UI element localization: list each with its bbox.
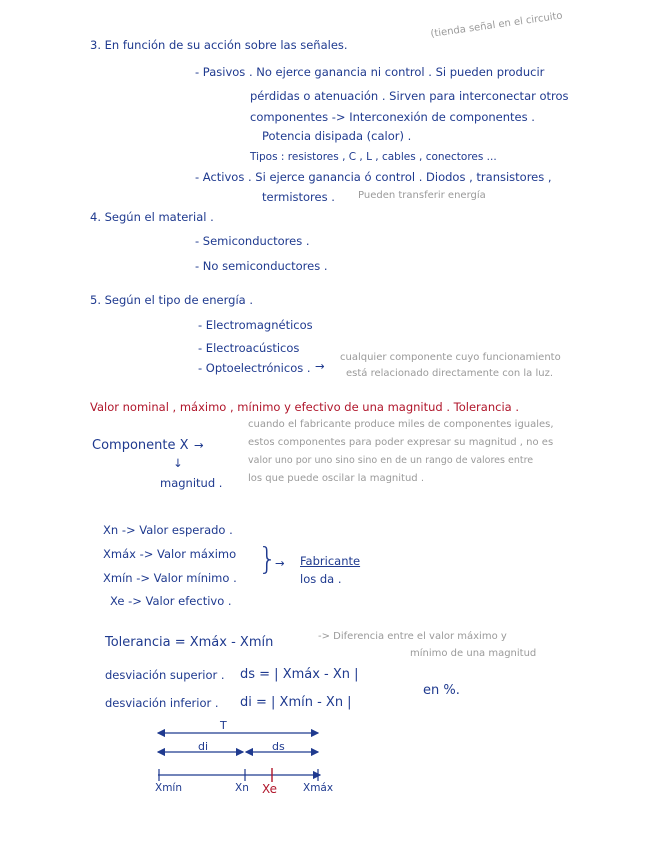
def-xn: Xn -> Valor esperado . — [103, 523, 233, 537]
fabricante-line2: los da . — [300, 572, 342, 586]
tolerancia-formula: Tolerancia = Xmáx - Xmín — [105, 635, 274, 650]
pasivos-line3: componentes -> Interconexión de componentes . — [250, 110, 535, 124]
section4-item1: - Semiconductores . — [195, 234, 310, 248]
pasivos-line4: Potencia disipada (calor) . — [262, 129, 412, 143]
item3-arrow: → — [315, 359, 325, 373]
def-xe: Xe -> Valor efectivo . — [110, 594, 232, 608]
label-xe: Xe — [262, 782, 278, 796]
section5-heading: 5. Según el tipo de energía . — [90, 293, 254, 307]
ds-formula: ds = | Xmáx - Xn | — [240, 667, 359, 682]
pasivos-line2: pérdidas o atenuación . Sirven para interconectar otros — [250, 89, 569, 103]
ds-label: desviación superior . — [105, 668, 225, 682]
section4-item2: - No semiconductores . — [195, 259, 328, 273]
label-xmax: Xmáx — [303, 782, 334, 794]
activos-line2: termistores . — [262, 190, 335, 204]
label-xn: Xn — [235, 782, 249, 794]
unit-percent: en %. — [423, 683, 460, 698]
label-di: di — [198, 740, 209, 753]
label-T: T — [220, 719, 227, 732]
magnitud-label: magnitud . — [160, 476, 223, 490]
item3-note-line1: cualquier componente cuyo funcionamiento — [340, 352, 561, 363]
di-formula: di = | Xmín - Xn | — [240, 695, 352, 710]
def-xmax: Xmáx -> Valor máximo — [103, 547, 237, 561]
label-ds: ds — [272, 740, 285, 753]
tolerancia-note-line2: mínimo de una magnitud — [410, 648, 537, 659]
activos-note: Pueden transferir energía — [358, 190, 486, 201]
valor-heading: Valor nominal , máximo , mínimo y efectivo de una magnitud . Tolerancia . — [90, 400, 519, 414]
def-xmin: Xmín -> Valor mínimo . — [103, 571, 237, 585]
label-xmin: Xmín — [155, 782, 182, 794]
brace-arrow: → — [275, 556, 285, 570]
valor-note-line1: cuando el fabricante produce miles de componentes iguales, — [248, 419, 554, 430]
componente-arrow: → — [194, 438, 204, 452]
valor-note-line2: estos componentes para poder expresar su magnitud , no es — [248, 437, 554, 448]
componente-label: Componente X — [92, 438, 189, 453]
fabricante-line1: Fabricante — [300, 554, 361, 568]
item3-note-line2: está relacionado directamente con la luz. — [346, 368, 554, 379]
brace: } — [258, 542, 278, 577]
section3-heading: 3. En función de su acción sobre las señales. — [90, 38, 348, 52]
pasivos-line5: Tipos : resistores , C , L , cables , conectores ... — [250, 151, 497, 163]
tolerancia-note-line1: -> Diferencia entre el valor máximo y — [318, 631, 507, 642]
section5-item2: - Electroacústicos — [198, 341, 300, 355]
section5-item1: - Electromagnéticos — [198, 318, 313, 332]
section3-note-top: (tienda señal en el circuito — [429, 10, 564, 40]
valor-note-line3: valor uno por uno sino sino en de un rango de valores entre — [248, 455, 534, 466]
valor-note-line4: los que puede oscilar la magnitud . — [248, 473, 425, 484]
section4-heading: 4. Según el material . — [90, 210, 214, 224]
pasivos-line1: - Pasivos . No ejerce ganancia ni control . Si pueden producir — [195, 65, 545, 79]
di-label: desviación inferior . — [105, 696, 219, 710]
activos-line1: - Activos . Si ejerce ganancia ó control . Diodos , transistores , — [195, 170, 552, 184]
section5-item3: - Optoelectrónicos . — [198, 361, 311, 375]
down-arrow: ↓ — [173, 456, 183, 470]
